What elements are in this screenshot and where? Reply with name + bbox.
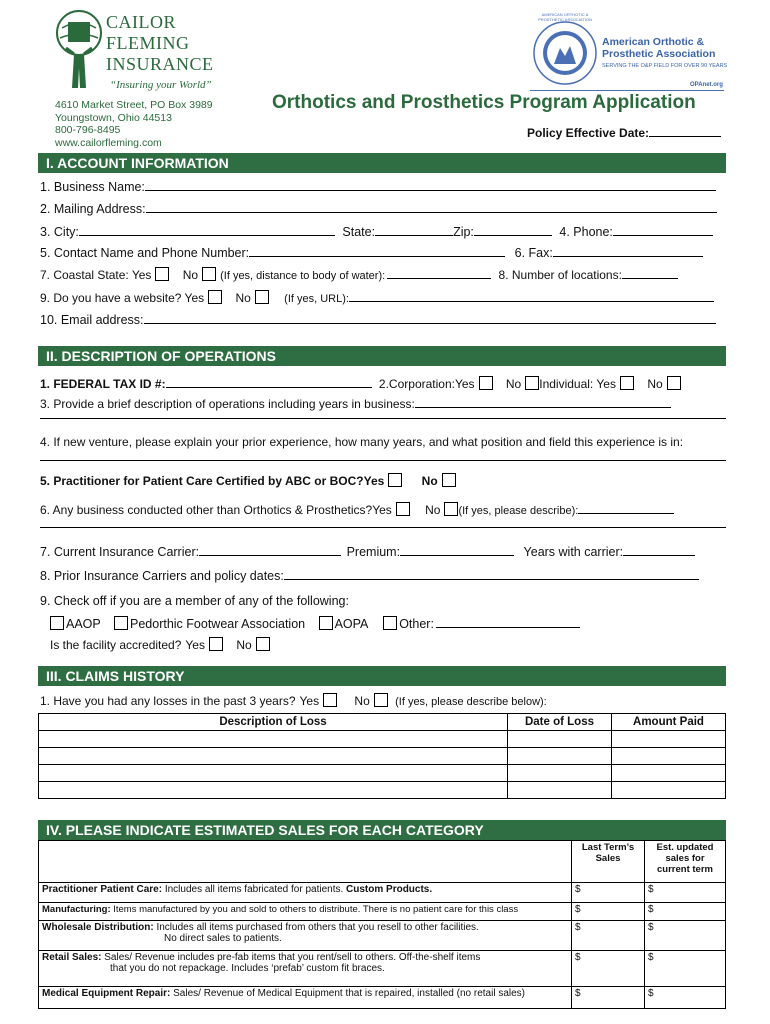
- practitioner-no-label: No: [421, 474, 438, 488]
- repair-last-field[interactable]: $: [572, 987, 645, 1009]
- member-label: 9. Check off if you are a member of any of the following:: [40, 594, 349, 608]
- aopa-seal-text: AMERICAN ORTHOTIC & PROSTHETIC ASSOCIATION: [538, 12, 592, 22]
- corp-yes-checkbox[interactable]: [479, 376, 493, 390]
- sales-row-practitioner: Practitioner Patient Care: Includes all items fabricated for patients. Custom Products.: [39, 883, 572, 903]
- state-label: State:: [342, 225, 376, 239]
- table-row[interactable]: [39, 765, 726, 782]
- fax-label: 6. Fax:: [514, 246, 553, 260]
- website-label: 9. Do you have a website?: [40, 291, 182, 305]
- coastal-no-label: No: [182, 268, 199, 282]
- email-field[interactable]: [144, 311, 716, 324]
- phone-label: 4. Phone:: [559, 225, 613, 239]
- city-field[interactable]: [79, 223, 335, 236]
- practitioner-current-field[interactable]: $: [645, 883, 726, 903]
- new-venture-label: 4. If new venture, please explain your prior experience, how many years, and what position and field this experience is in:: [40, 435, 684, 449]
- other-business-yes-checkbox[interactable]: [396, 502, 410, 516]
- manufacturing-current-field[interactable]: $: [645, 903, 726, 921]
- other-member-field[interactable]: [436, 615, 580, 628]
- practitioner-label: 5. Practitioner for Patient Care Certified by ABC or BOC?: [40, 474, 364, 488]
- other-business-yes-label: Yes: [372, 503, 392, 517]
- pedorthic-checkbox[interactable]: [114, 616, 128, 630]
- section-account-info: I. ACCOUNT INFORMATION: [38, 153, 726, 173]
- accredited-yes-label: Yes: [185, 638, 205, 652]
- indiv-yes-checkbox[interactable]: [620, 376, 634, 390]
- current-term-header: Est. updated sales for current term: [645, 841, 726, 883]
- indiv-no-checkbox[interactable]: [667, 376, 681, 390]
- brand-line3: INSURANCE: [106, 54, 214, 74]
- phone-field[interactable]: [613, 223, 713, 236]
- prior-carriers-field[interactable]: [284, 567, 699, 580]
- prior-carriers-label: 8. Prior Insurance Carriers and policy dates:: [40, 569, 284, 583]
- coastal-yes-label: Yes: [131, 268, 152, 282]
- accredited-no-checkbox[interactable]: [256, 637, 270, 651]
- page-title: Orthotics and Prosthetics Program Application: [272, 92, 696, 113]
- losses-yes-label: Yes: [299, 694, 320, 708]
- brand-line2: FLEMING: [106, 33, 190, 53]
- policy-date-label: Policy Effective Date:: [527, 126, 650, 140]
- address-web: www.cailorfleming.com: [55, 136, 162, 149]
- coastal-if-label: (If yes, distance to body of water):: [220, 270, 386, 282]
- other-business-field-line2[interactable]: [40, 527, 726, 528]
- premium-field[interactable]: [400, 543, 514, 556]
- retail-last-field[interactable]: $: [572, 951, 645, 987]
- description-field-line2[interactable]: [40, 418, 726, 419]
- wholesale-last-field[interactable]: $: [572, 921, 645, 951]
- losses-describe-label: (If yes, please describe below):: [395, 696, 547, 708]
- practitioner-no-checkbox[interactable]: [442, 473, 456, 487]
- description-label: 3. Provide a brief description of operations including years in business:: [40, 397, 415, 411]
- table-row[interactable]: [39, 782, 726, 799]
- website-yes-checkbox[interactable]: [208, 290, 222, 304]
- indiv-no-label: No: [647, 377, 663, 391]
- website-url-field[interactable]: [349, 289, 714, 302]
- sales-row-repair: Medical Equipment Repair: Sales/ Revenue of Medical Equipment that is repaired, installed (no retail sales): [39, 987, 572, 1009]
- table-row[interactable]: [39, 731, 726, 748]
- losses-no-label: No: [354, 694, 370, 708]
- accredited-label: Is the facility accredited?: [50, 638, 182, 652]
- practitioner-last-field[interactable]: $: [572, 883, 645, 903]
- accredited-yes-checkbox[interactable]: [209, 637, 223, 651]
- aopa-seal: [532, 20, 598, 86]
- accredited-no-label: No: [236, 638, 252, 652]
- website-no-checkbox[interactable]: [255, 290, 269, 304]
- other-member-checkbox[interactable]: [383, 616, 397, 630]
- brand-tagline: “Insuring your World”: [110, 79, 212, 91]
- aopa-url: OPAnet.org: [690, 82, 723, 88]
- zip-field[interactable]: [474, 223, 552, 236]
- locations-field[interactable]: [622, 266, 678, 279]
- coastal-yes-checkbox[interactable]: [155, 267, 169, 281]
- aopa-name1: American Orthotic &: [602, 36, 705, 48]
- aaop-label: AAOP: [66, 617, 101, 631]
- claims-table: [38, 713, 726, 799]
- years-field[interactable]: [623, 543, 695, 556]
- other-business-describe-label: (If yes, please describe):: [458, 505, 579, 517]
- state-field[interactable]: [375, 223, 453, 236]
- cailor-logo: [54, 8, 104, 96]
- corp-label: 2.Corporation:: [378, 377, 455, 391]
- sales-row-wholesale: Wholesale Distribution: Includes all items purchased from others that you resell to other facilities. No direct sales to patients.: [39, 921, 572, 951]
- practitioner-yes-label: Yes: [363, 474, 385, 488]
- sales-table: [38, 840, 726, 1009]
- last-term-header: Last Term’s Sales: [572, 841, 645, 883]
- corp-yes-label: Yes: [454, 377, 475, 391]
- aaop-checkbox[interactable]: [50, 616, 64, 630]
- carrier-field[interactable]: [199, 543, 341, 556]
- other-business-label: 6. Any business conducted other than Orthotics & Prosthetics?: [40, 503, 373, 517]
- business-name-label: 1. Business Name:: [40, 180, 145, 194]
- sales-row-manufacturing: Manufacturing: Items manufactured by you and sold to others to distribute. There is no patient care for this class: [39, 903, 572, 921]
- business-name-field[interactable]: [145, 178, 716, 191]
- aopa-sub: SERVING THE O&P FIELD FOR OVER 90 YEARS: [602, 63, 728, 69]
- other-member-label: Other:: [399, 617, 434, 631]
- practitioner-yes-checkbox[interactable]: [388, 473, 402, 487]
- coastal-label: 7. Coastal State:: [40, 268, 129, 282]
- website-no-label: No: [235, 291, 251, 305]
- policy-date-field[interactable]: [649, 124, 721, 137]
- pedorthic-label: Pedorthic Footwear Association: [130, 617, 306, 631]
- contact-field[interactable]: [249, 244, 505, 257]
- website-if-label: (If yes, URL):: [284, 293, 349, 305]
- retail-current-field[interactable]: $: [645, 951, 726, 987]
- repair-current-field[interactable]: $: [645, 987, 726, 1009]
- indiv-label: Individual:: [539, 377, 594, 391]
- other-business-no-checkbox[interactable]: [444, 502, 458, 516]
- col-amount: Amount Paid: [612, 714, 726, 731]
- locations-label: 8. Number of locations:: [498, 268, 622, 282]
- mailing-address-field[interactable]: [146, 200, 717, 213]
- indiv-yes-label: Yes: [596, 377, 616, 391]
- address-city: Youngstown, Ohio 44513: [55, 111, 172, 124]
- address-street: 4610 Market Street, PO Box 3989: [55, 99, 213, 111]
- brand-line1: CAILOR: [106, 12, 176, 32]
- new-venture-field[interactable]: [40, 460, 726, 461]
- aopa-name2: Prosthetic Association: [602, 48, 716, 60]
- taxid-field[interactable]: [166, 375, 372, 388]
- carrier-label: 7. Current Insurance Carrier:: [40, 545, 200, 559]
- manufacturing-last-field[interactable]: $: [572, 903, 645, 921]
- premium-label: Premium:: [346, 545, 401, 559]
- description-field[interactable]: [415, 395, 671, 408]
- section-claims-history: III. CLAIMS HISTORY: [38, 666, 726, 686]
- losses-no-checkbox[interactable]: [374, 693, 388, 707]
- coastal-no-checkbox[interactable]: [202, 267, 216, 281]
- table-row[interactable]: [39, 748, 726, 765]
- section-estimated-sales: IV. PLEASE INDICATE ESTIMATED SALES FOR EACH CATEGORY: [38, 820, 726, 840]
- mailing-address-label: 2. Mailing Address:: [40, 202, 146, 216]
- aopa-member-label: AOPA: [334, 617, 368, 631]
- address-phone: 800-796-8495: [55, 124, 121, 136]
- sales-row-retail: Retail Sales: Sales/ Revenue includes pre-fab items that you rent/sell to others. Off-the-shelf items that you do not repackage. Includes ‘prefab’ custom fit braces.: [39, 951, 572, 987]
- zip-label: Zip:: [453, 225, 474, 239]
- section-description-operations: II. DESCRIPTION OF OPERATIONS: [38, 346, 726, 366]
- email-label: 10. Email address:: [40, 313, 144, 327]
- taxid-label: 1. FEDERAL TAX ID #:: [40, 377, 166, 391]
- corp-no-label: No: [505, 377, 522, 391]
- col-description: Description of Loss: [39, 714, 508, 731]
- years-label: Years with carrier:: [523, 545, 624, 559]
- contact-label: 5. Contact Name and Phone Number:: [40, 246, 250, 260]
- losses-yes-checkbox[interactable]: [323, 693, 337, 707]
- wholesale-current-field[interactable]: $: [645, 921, 726, 951]
- city-label: 3. City:: [40, 225, 79, 239]
- coastal-distance-field[interactable]: [387, 266, 491, 279]
- losses-label: 1. Have you had any losses in the past 3 years?: [40, 694, 296, 708]
- corp-no-checkbox[interactable]: [525, 376, 539, 390]
- other-business-no-label: No: [425, 503, 441, 517]
- fax-field[interactable]: [553, 244, 703, 257]
- aopa-checkbox[interactable]: [319, 616, 333, 630]
- col-date: Date of Loss: [508, 714, 612, 731]
- other-business-describe-field[interactable]: [578, 501, 674, 514]
- website-yes-label: Yes: [184, 291, 205, 305]
